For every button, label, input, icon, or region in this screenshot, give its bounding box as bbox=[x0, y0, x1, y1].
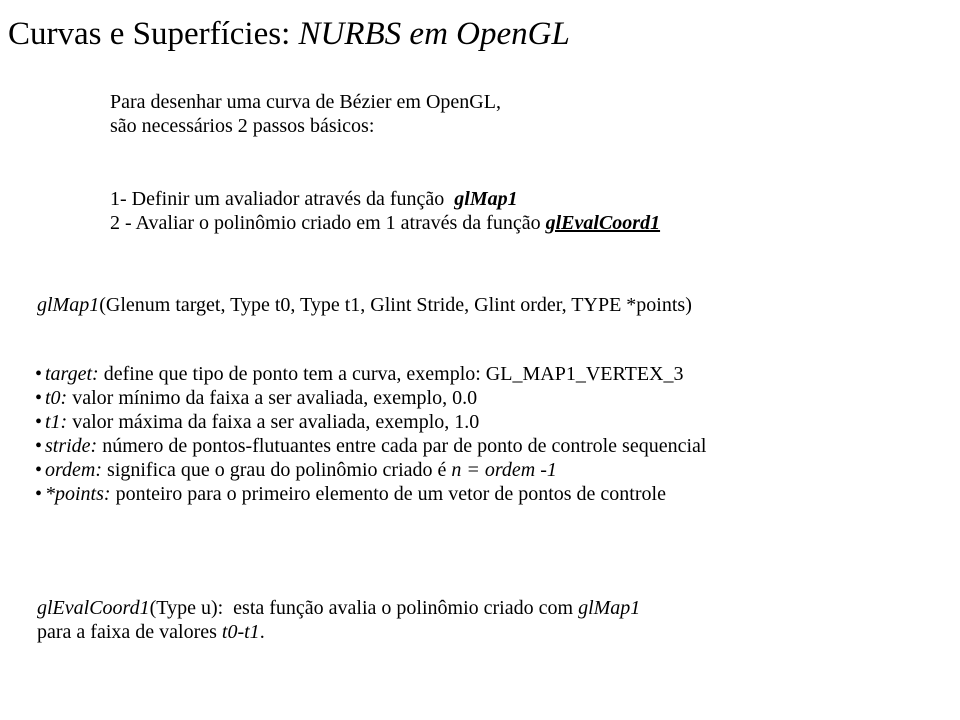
bullet-icon: • bbox=[35, 435, 43, 457]
parameter-item bbox=[35, 434, 706, 458]
evalcoord-line-2-text: para a faixa de valores bbox=[37, 621, 222, 643]
step-2-function: glEvalCoord1 bbox=[545, 212, 661, 234]
step-1 bbox=[110, 187, 660, 211]
bullet-icon: • bbox=[35, 387, 43, 409]
bullet-icon: • bbox=[35, 411, 43, 433]
step-2-text: 2 - Avaliar o polinômio criado em 1 através da função bbox=[110, 212, 546, 234]
signature-args: (Glenum target, Type t0, Type t1, Glint Stride, Glint order, TYPE *points) bbox=[99, 294, 692, 316]
parameter-name: target: bbox=[45, 363, 99, 385]
parameter-name: *points: bbox=[45, 483, 111, 505]
bullet-icon: • bbox=[35, 483, 43, 505]
evalcoord-period: . bbox=[259, 621, 265, 643]
intro-line-2: são necessários 2 passos básicos: bbox=[110, 115, 375, 137]
evalcoord-function-ref: glMap1 bbox=[578, 597, 641, 619]
parameter-description: valor mínimo da faixa a ser avaliada, exemplo, 0.0 bbox=[67, 387, 478, 409]
parameter-description: significa que o grau do polinômio criado é bbox=[102, 459, 452, 481]
evalcoord-args: (Type u): esta função avalia o polinômio criado com bbox=[149, 597, 579, 619]
parameter-name: stride: bbox=[45, 435, 98, 457]
parameter-description: valor máxima da faixa a ser avaliada, exemplo, 1.0 bbox=[67, 411, 480, 433]
bullet-icon: • bbox=[35, 363, 43, 385]
parameter-item bbox=[35, 482, 706, 506]
step-1-function: glMap1 bbox=[454, 188, 518, 210]
parameter-item bbox=[35, 362, 706, 386]
slide-title-italic: NURBS em OpenGL bbox=[298, 16, 570, 52]
parameter-description: número de pontos-flutuantes entre cada par de ponto de controle sequencial bbox=[97, 435, 707, 457]
evalcoord-range: t0-t1 bbox=[221, 621, 260, 643]
parameter-list bbox=[35, 362, 706, 506]
slide-title bbox=[8, 14, 570, 54]
parameter-formula: n = ordem -1 bbox=[451, 459, 557, 481]
intro-line-1: Para desenhar uma curva de Bézier em OpenGL, bbox=[110, 91, 501, 113]
evalcoord-line-2 bbox=[37, 620, 640, 644]
parameter-item bbox=[35, 458, 706, 482]
glevalcoord1-description bbox=[37, 596, 640, 644]
evalcoord-function: glEvalCoord1 bbox=[37, 597, 150, 619]
bullet-icon: • bbox=[35, 459, 43, 481]
parameter-item bbox=[35, 386, 706, 410]
parameter-name: t1: bbox=[45, 411, 68, 433]
parameter-item bbox=[35, 410, 706, 434]
parameter-name: ordem: bbox=[45, 459, 103, 481]
glmap1-signature bbox=[37, 293, 692, 317]
slide-title-plain: Curvas e Superfícies: bbox=[8, 16, 299, 52]
steps-list bbox=[110, 187, 660, 235]
step-1-text: 1- Definir um avaliador através da função bbox=[110, 188, 455, 210]
step-2 bbox=[110, 211, 660, 235]
parameter-name: t0: bbox=[45, 387, 68, 409]
parameter-description: define que tipo de ponto tem a curva, exemplo: GL_MAP1_VERTEX_3 bbox=[98, 363, 684, 385]
evalcoord-line-1 bbox=[37, 596, 640, 620]
signature-function: glMap1 bbox=[37, 294, 100, 316]
intro-paragraph bbox=[110, 90, 501, 138]
parameter-description: ponteiro para o primeiro elemento de um vetor de pontos de controle bbox=[110, 483, 666, 505]
